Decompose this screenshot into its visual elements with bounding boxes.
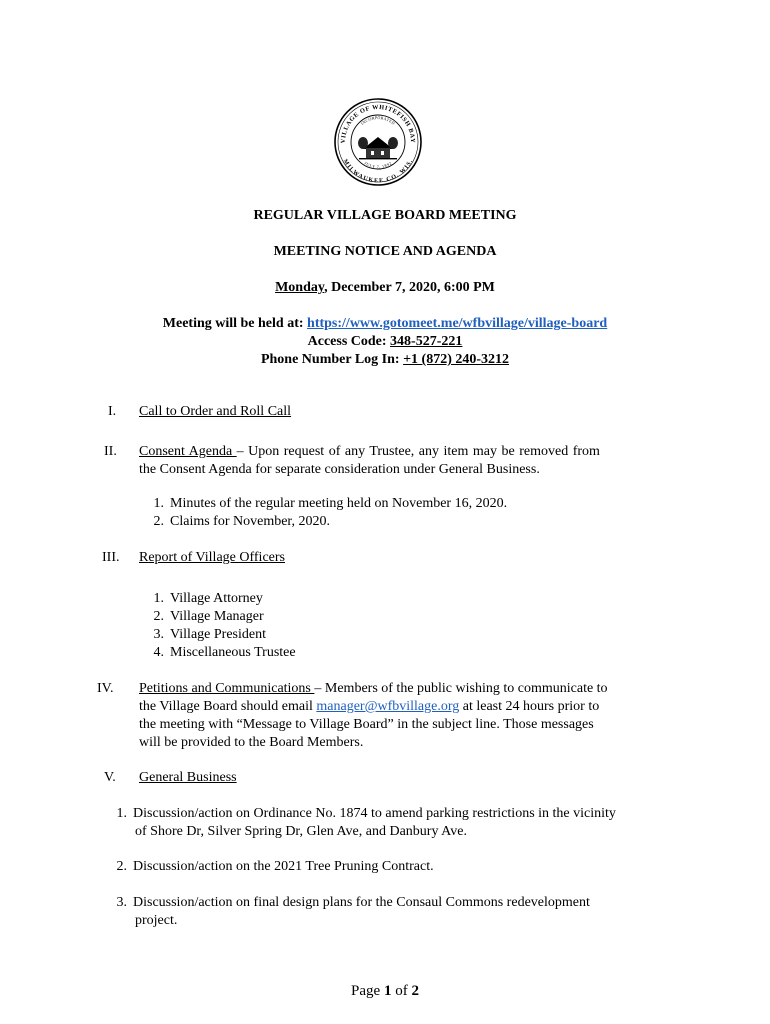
- officer-report-item: 2. Village Manager: [153, 609, 264, 624]
- svg-text:JULY 7, 1892: JULY 7, 1892: [363, 160, 393, 170]
- business-item: 1. Discussion/action on Ordinance No. 1874 to amend parking restrictions in the vicinity: [116, 806, 616, 821]
- phone-number: +1 (872) 240-3212: [403, 352, 510, 367]
- section-2-line-1: Consent Agenda – Upon request of any Trustee, any item may be removed from: [139, 444, 600, 459]
- page-number: Page 1 of 2: [351, 983, 419, 999]
- current-page: 1: [383, 983, 392, 999]
- section-1-title: Call to Order and Roll Call: [139, 404, 292, 419]
- meeting-link[interactable]: https://www.gotomeet.me/wfbvillage/village-board: [307, 316, 608, 331]
- section-4-line-4: will be provided to the Board Members.: [139, 735, 364, 750]
- section-5-title: General Business: [139, 770, 237, 785]
- phone-label: Phone Number Log In:: [260, 352, 404, 367]
- location-label: Meeting will be held at:: [162, 316, 308, 331]
- total-pages: 2: [411, 983, 419, 999]
- section-4-numeral: IV.: [97, 681, 114, 696]
- section-2-title: Consent Agenda: [139, 444, 237, 459]
- access-code-label: Access Code:: [307, 334, 391, 349]
- svg-text:MILWAUKEE CO. WIS.: MILWAUKEE CO. WIS.: [341, 158, 415, 185]
- officer-report-item: 3. Village President: [153, 627, 266, 642]
- business-item: 2. Discussion/action on the 2021 Tree Pruning Contract.: [116, 859, 434, 874]
- meeting-title: REGULAR VILLAGE BOARD MEETING: [253, 208, 517, 223]
- business-item-continued: project.: [135, 913, 178, 928]
- meeting-day: Monday: [275, 280, 325, 295]
- section-3-title: Report of Village Officers: [139, 550, 285, 565]
- village-seal-logo: [333, 97, 423, 187]
- section-3-numeral: III.: [102, 550, 120, 565]
- access-code: 348-527-221: [390, 334, 463, 349]
- officer-report-item: 1. Village Attorney: [153, 591, 263, 606]
- meeting-date: [0, 280, 770, 296]
- section-4-title: Petitions and Communications: [139, 681, 315, 696]
- section-2-numeral: II.: [104, 444, 117, 459]
- section-1-numeral: I.: [108, 404, 117, 419]
- svg-text:INCORPORATED: INCORPORATED: [359, 114, 397, 126]
- business-item: 3. Discussion/action on final design plans for the Consaul Commons redevelopment: [116, 895, 590, 910]
- phone-line: [0, 352, 770, 368]
- section-4-line-3: the meeting with “Message to Village Board” in the subject line. Those messages: [139, 717, 594, 732]
- access-code-line: [0, 334, 770, 350]
- consent-item: 1. Minutes of the regular meeting held on November 16, 2020.: [153, 496, 508, 511]
- manager-email-link[interactable]: manager@wfbvillage.org: [316, 699, 460, 714]
- section-5-numeral: V.: [104, 770, 116, 785]
- svg-text:VILLAGE OF WHITEFISH BAY: VILLAGE OF WHITEFISH BAY: [339, 103, 417, 144]
- meeting-date-rest: , December 7, 2020, 6:00 PM: [324, 280, 495, 295]
- section-4-line-1: Petitions and Communications – Members of the public wishing to communicate to: [139, 681, 608, 696]
- meeting-location: [0, 316, 770, 332]
- section-4-line-2: the Village Board should email manager@wfbvillage.org at least 24 hours prior to: [139, 699, 600, 714]
- section-2-line-2: the Consent Agenda for separate consideration under General Business.: [139, 462, 540, 477]
- consent-item: 2. Claims for November, 2020.: [153, 514, 331, 529]
- officer-report-item: 4. Miscellaneous Trustee: [153, 645, 296, 660]
- business-item-continued: of Shore Dr, Silver Spring Dr, Glen Ave, and Danbury Ave.: [135, 824, 467, 839]
- agenda-subtitle: MEETING NOTICE AND AGENDA: [273, 244, 497, 259]
